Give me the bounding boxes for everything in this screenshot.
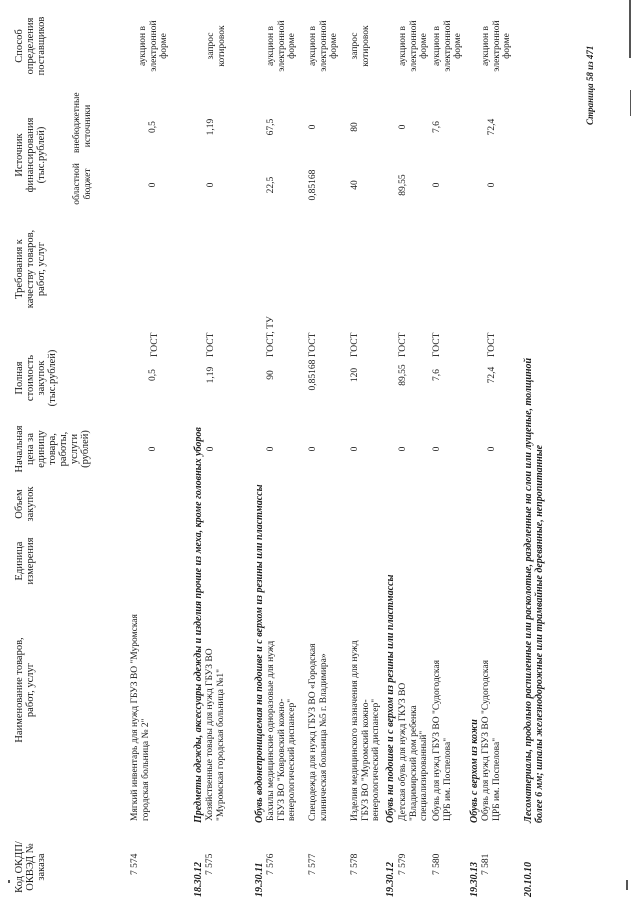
header-method: Способ определения поставщиков [14, 16, 47, 76]
row-total: 90 [266, 370, 276, 380]
scan-mark [629, 0, 631, 58]
row-regional: 0 [432, 182, 442, 188]
header-source: Источник финансирования (тыс.рублей) [14, 117, 47, 193]
row-total: 0,85168 [308, 359, 318, 391]
row-number: 7 579 [398, 853, 408, 875]
header-price: Начальная цена за единицу товара, работы, услуги (рублей) [14, 425, 91, 473]
row-extra: 1,19 [206, 118, 216, 136]
okdp-code: 19.30.13 [469, 862, 480, 897]
row-name: Бахилы медицинские одноразовые для нужд ГБУЗ ВО "Ковровский кожно-венерологический диспансер" [266, 640, 297, 821]
row-regional: 0 [148, 182, 158, 188]
row-requirements: ГОСТ [206, 332, 216, 357]
header-code: Код ОКДП/ ОКВЭД № заказа [14, 841, 47, 893]
category-title: Обувь водонепроницаемая на подошве и с верхом из резины или пластмассы [254, 484, 265, 823]
category-title: Предметы одежды, аксессуары одежды и изделия прочие из меха, кроме головных уборов [193, 427, 204, 823]
row-number: 7 577 [308, 853, 318, 875]
row-price: 0 [266, 446, 276, 452]
row-number: 7 580 [432, 853, 442, 875]
scan-mark [630, 90, 631, 116]
row-total: 1,19 [206, 366, 216, 384]
row-name: Обувь для нужд ГБУЗ ВО "Судогодская ЦРБ им. Поспелова" [432, 660, 453, 821]
row-extra: 80 [350, 122, 360, 132]
row-name: Детская обувь для нужд ГКУЗ ВО "Владимирский дом ребенка специализированный" [398, 682, 429, 821]
row-number: 7 575 [205, 853, 215, 875]
row-number: 7 576 [266, 853, 276, 875]
row-method: запрос котировок [350, 25, 371, 67]
scan-mark [8, 880, 10, 883]
header-total: Полная стоимость закупок (тыс.рублей) [14, 349, 58, 407]
header-name: Наименование товаров, работ, услуг [14, 637, 36, 743]
header-volume: Объем закупок [14, 486, 36, 522]
row-requirements: ГОСТ [308, 332, 318, 357]
row-extra: 0,5 [148, 121, 158, 133]
header-extra-budget: внебюджетные источники [72, 92, 93, 153]
okdp-code: 19.30.11 [254, 862, 265, 897]
okdp-code: 19.30.12 [385, 862, 396, 897]
row-extra: 0 [398, 124, 408, 130]
row-regional: 0 [487, 182, 497, 188]
row-total: 120 [350, 367, 360, 383]
row-requirements: ГОСТ, ТУ [266, 316, 276, 357]
row-requirements: ГОСТ [350, 332, 360, 357]
row-regional: 40 [350, 180, 360, 190]
row-name: Мягкий инвентарь для нужд ГБУЗ ВО "Муромская городская больница № 2" [130, 614, 151, 821]
row-requirements: ГОСТ [150, 332, 160, 357]
row-method: аукцион в электронной форме [481, 20, 512, 72]
row-total: 7,6 [432, 369, 442, 381]
row-regional: 89,55 [398, 174, 408, 196]
row-extra: 67,5 [266, 118, 276, 136]
row-price: 0 [432, 446, 442, 452]
row-method: запрос котировок [206, 25, 227, 67]
row-requirements: ГОСТ [487, 332, 497, 357]
okdp-code: 18.30.12 [193, 862, 204, 897]
row-method: аукцион в электронной форме [308, 20, 339, 72]
category-title: Обувь на подошве и с верхом из резины или пластмассы [385, 574, 396, 823]
scan-mark [626, 880, 628, 890]
header-requirements: Требования к качеству товаров, работ, услуг [14, 229, 47, 309]
category-title: Обувь с верхом из кожи [469, 719, 480, 823]
row-method: аукцион в электронной форме [398, 20, 429, 72]
row-method: аукцион в электронной форме [138, 20, 169, 72]
row-number: 7 581 [481, 853, 491, 875]
row-name: Хозяйственные товары для нужд ГБУЗ ВО "Муромская городская больница №1" [205, 648, 226, 821]
header-regional-budget: областной бюджет [72, 163, 93, 205]
row-name: Изделия медицинского назначения для нужд ГБУЗ ВО "Муромский кожно-венерологический диспансер" [350, 640, 381, 821]
row-total: 0,5 [148, 369, 158, 381]
row-number: 7 574 [130, 853, 140, 875]
row-extra: 72,4 [487, 118, 497, 136]
row-name: Обувь для нужд ГБУЗ ВО "Судогодская ЦРБ им. Поспелова" [481, 660, 502, 821]
row-extra: 7,6 [432, 121, 442, 133]
row-regional: 22,5 [266, 176, 276, 194]
row-regional: 0 [206, 182, 216, 188]
row-total: 72,4 [487, 366, 497, 384]
row-method: аукцион в электронной форме [432, 20, 463, 72]
row-price: 0 [350, 446, 360, 452]
row-price: 0 [206, 446, 216, 452]
page-number: Страница 58 из 471 [585, 45, 595, 125]
row-price: 0 [308, 446, 318, 452]
row-method: аукцион в электронной форме [266, 20, 297, 72]
row-price: 0 [148, 446, 158, 452]
row-name: Спецодежда для нужд ГБУЗ ВО «Городская клиническая больница №5 г. Владимира» [308, 643, 329, 821]
row-price: 0 [398, 446, 408, 452]
row-total: 89,55 [398, 364, 408, 386]
row-extra: 0 [308, 124, 318, 130]
row-regional: 0,85168 [308, 169, 318, 201]
row-price: 0 [487, 446, 497, 452]
row-requirements: ГОСТ [432, 332, 442, 357]
header-unit: Единица измерения [14, 537, 36, 585]
row-number: 7 578 [350, 853, 360, 875]
okdp-code: 20.10.10 [523, 862, 534, 897]
row-requirements: ГОСТ [398, 332, 408, 357]
category-title: Лесоматериалы, продольно распиленные или расколотые, разделенные на слои или лущеные, толщиной более 6 мм; шпалы железнодорожные или трамвайные деревянные, непропитанные [523, 357, 545, 823]
